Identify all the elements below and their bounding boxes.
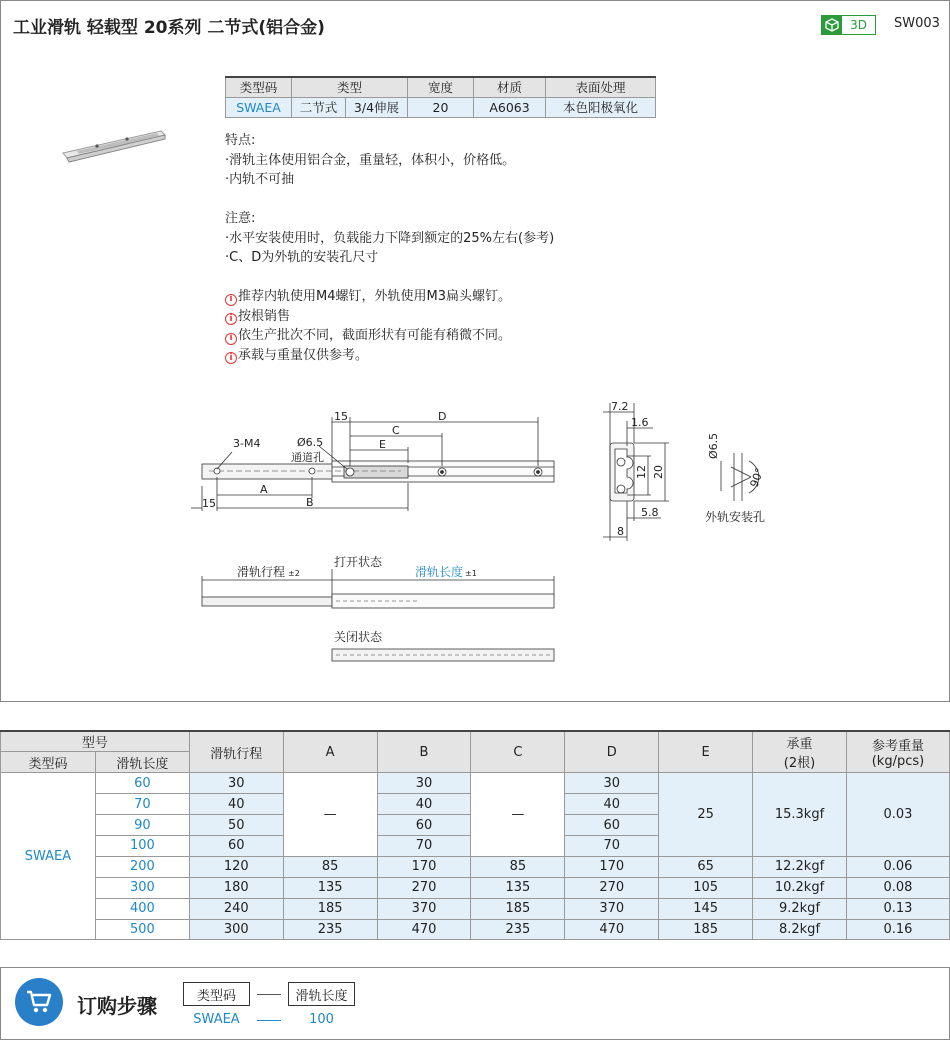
info-icon: i (225, 313, 237, 325)
spec-finish: 本色阳极氧化 (546, 97, 656, 117)
spec-material: A6063 (474, 97, 546, 117)
dim-15-top: 15 (334, 410, 348, 423)
outer-hole-label: 外轨安装孔 (705, 510, 766, 524)
header-b: B (377, 731, 471, 773)
spec-type-b: 3/4伸展 (345, 97, 407, 117)
table-row: 90 50 60 60 (1, 815, 950, 836)
table-row: 400 240 185 370 185 370 145 9.2kgf 0.13 (1, 898, 950, 919)
length-tolerance: ±1 (465, 569, 477, 578)
caution-item: ·水平安装使用时，负载能力下降到额定的25%左右(参考) (225, 230, 555, 246)
table-row: 100 60 70 70 (1, 835, 950, 856)
dim-15-bottom: 15 (202, 497, 216, 510)
info-item: i 承载与重量仅供参考。 (225, 346, 554, 366)
dim-1-6: 1.6 (631, 416, 649, 429)
length-cell[interactable]: 300 (95, 877, 189, 898)
order-step-type-code: 类型码 (183, 982, 250, 1006)
spec-type-code[interactable]: SWAEA (226, 97, 292, 117)
info-icon: i (225, 352, 237, 364)
length-cell[interactable]: 500 (95, 919, 189, 940)
header-d: D (565, 731, 659, 773)
dim-c: C (392, 424, 400, 437)
length-cell[interactable]: 400 (95, 898, 189, 919)
3d-label: 3D (850, 18, 867, 32)
dim-20: 20 (652, 465, 665, 479)
dim-angle: 90° (747, 466, 767, 490)
feature-item: ·内轨不可抽 (225, 172, 295, 187)
header-a: A (283, 731, 377, 773)
order-step-length: 滑轨长度 (288, 982, 355, 1006)
info-item: i 推荐内轨使用M4螺钉，外轨使用M3扁头螺钉。 (225, 287, 554, 307)
header-travel: 滑轨行程 (189, 731, 283, 773)
dim-d: D (438, 410, 447, 423)
length-cell[interactable]: 200 (95, 856, 189, 877)
caution-item: ·C、D为外轨的安装孔尺寸 (225, 250, 379, 265)
order-example-length: 100 (309, 1012, 334, 1027)
dim-a: A (260, 483, 268, 496)
type-code-cell[interactable]: SWAEA (1, 773, 96, 940)
spec-header-type: 类型 (292, 77, 408, 97)
header-type-code: 类型码 (1, 752, 96, 773)
dim-m4: 3-M4 (233, 437, 261, 450)
spec-header-type-code: 类型码 (226, 77, 292, 97)
caution-title: 注意: (225, 211, 256, 226)
dim-b: B (306, 496, 314, 509)
product-code: SW003 (894, 16, 940, 31)
length-cell[interactable]: 90 (95, 815, 189, 836)
header-e: E (659, 731, 753, 773)
cart-icon (15, 978, 63, 1026)
dim-8: 8 (617, 525, 624, 538)
table-row: 200 120 85 170 85 170 65 12.2kgf 0.06 (1, 856, 950, 877)
order-connector (257, 994, 281, 995)
header-load: 承重 (2根) (753, 731, 847, 773)
travel-label: 滑轨行程 (237, 565, 286, 579)
order-steps (0, 967, 950, 1040)
info-item: i 按根销售 (225, 307, 554, 327)
info-icon: i (225, 333, 237, 345)
dim-5-8: 5.8 (641, 506, 659, 519)
features-title: 特点: (225, 133, 256, 148)
closed-state-label: 关闭状态 (334, 630, 383, 644)
dim-7-2: 7.2 (611, 400, 629, 413)
size-table (0, 730, 950, 940)
order-example-type-code: SWAEA (193, 1012, 240, 1027)
table-row: 300 180 135 270 135 270 105 10.2kgf 0.08 (1, 877, 950, 898)
length-cell[interactable]: 70 (95, 794, 189, 815)
spec-width: 20 (408, 97, 474, 117)
header-weight: 参考重量 (kg/pcs) (846, 731, 949, 773)
feature-item: ·滑轨主体使用铝合金，重量轻，体积小，价格低。 (225, 152, 516, 168)
order-connector (257, 1020, 281, 1021)
dim-e: E (379, 438, 386, 451)
length-label: 滑轨长度 (415, 565, 464, 579)
table-row: SWAEA 60 30 — 30 — 30 25 15.3kgf 0.03 (1, 773, 950, 794)
order-title: 订购步骤 (77, 994, 157, 1018)
page-title: 工业滑轨 轻载型 20系列 二节式(铝合金) (13, 18, 325, 38)
spec-header-material: 材质 (474, 77, 546, 97)
open-state-label: 打开状态 (334, 555, 383, 569)
table-row: 70 40 40 40 (1, 794, 950, 815)
info-icon: i (225, 294, 237, 306)
header-c: C (471, 731, 565, 773)
travel-tolerance: ±2 (288, 569, 300, 578)
length-cell[interactable]: 100 (95, 835, 189, 856)
spec-header-width: 宽度 (408, 77, 474, 97)
technical-drawing (1, 1, 949, 701)
dim-through-hole: 通道孔 (291, 451, 324, 464)
header-model: 型号 (1, 731, 190, 752)
info-item: i 依生产批次不同，截面形状有可能有稍微不同。 (225, 326, 554, 346)
dim-outer-hole: Ø6.5 (707, 432, 720, 459)
table-row: 500 300 235 470 235 470 185 8.2kgf 0.16 (1, 919, 950, 940)
length-cell[interactable]: 60 (95, 773, 189, 794)
spec-header-finish: 表面处理 (546, 77, 656, 97)
spec-type-a: 二节式 (292, 97, 346, 117)
dim-12: 12 (635, 465, 648, 479)
dim-hole: Ø6.5 (297, 436, 324, 449)
header-length: 滑轨长度 (95, 752, 189, 773)
